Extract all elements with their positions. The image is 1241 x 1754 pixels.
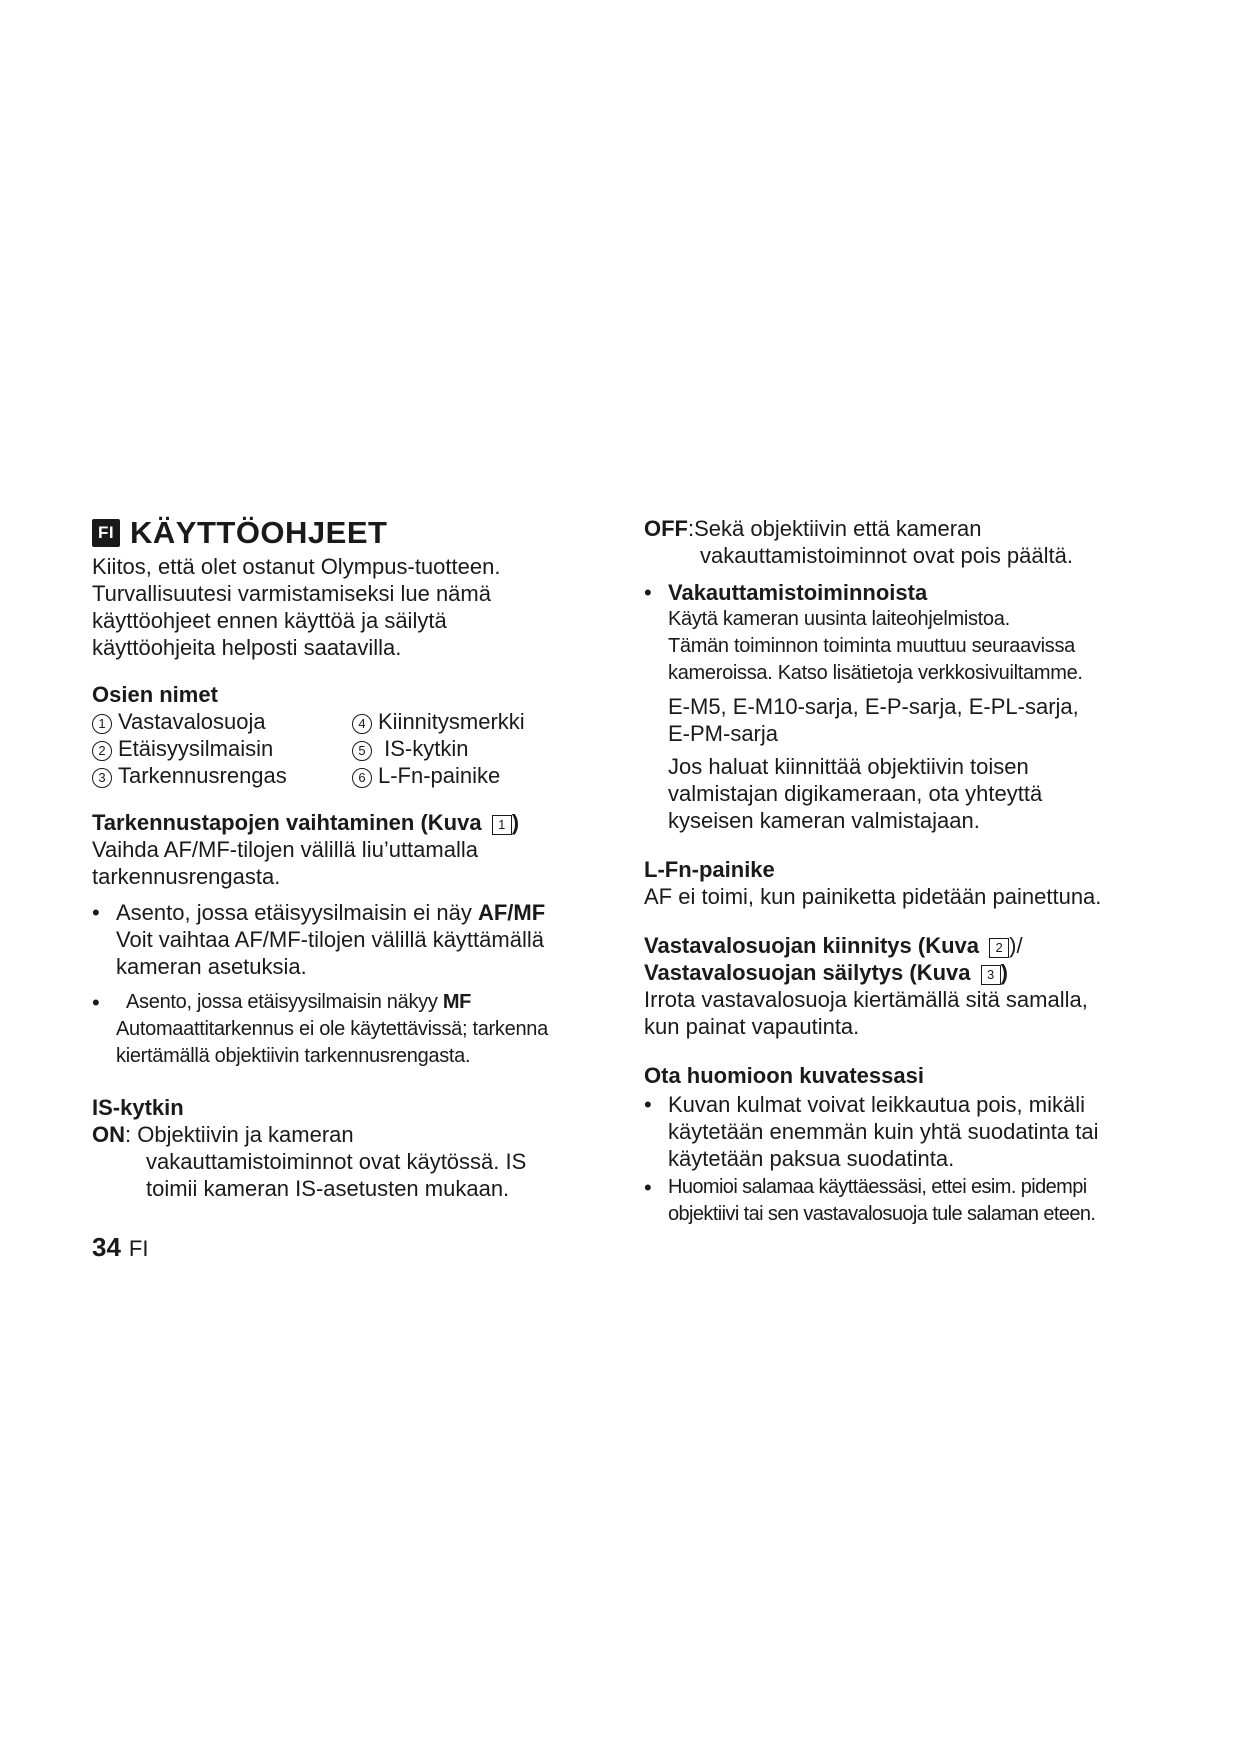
bullet-body-line: Automaattitarkennus ei ole käytettävissä; tarkenna — [116, 1018, 548, 1040]
bullet-dot: • — [644, 1092, 652, 1117]
hood-heading-end: )/ — [1009, 933, 1023, 958]
is-heading: IS-kytkin — [92, 1095, 184, 1120]
left-column — [92, 515, 612, 1202]
page-title — [92, 515, 612, 551]
stabilization-heading: Vakauttamistoiminnoista — [668, 580, 928, 605]
page-footer — [92, 1232, 148, 1263]
bullet-dot: • — [644, 1175, 652, 1200]
hood-heading-2 — [644, 959, 1164, 986]
part-label: Vastavalosuoja — [118, 709, 266, 734]
figure-ref-box: 3 — [981, 965, 1001, 985]
focus-body-line: Vaihda AF/MF-tilojen välillä liu’uttamalla — [92, 837, 478, 862]
notes-bullet-1 — [644, 1091, 1164, 1172]
hood-heading-end: ) — [1000, 960, 1008, 985]
lfn-heading: L-Fn-painike — [644, 857, 775, 882]
is-off-label: OFF — [644, 516, 688, 541]
bullet-body-line: kiertämällä objektiivin tarkennusrengasta. — [116, 1045, 471, 1067]
bullet-text: Asento, jossa etäisyysilmaisin ei näy — [116, 900, 478, 925]
is-off-line — [644, 515, 1164, 542]
circled-number: 3 — [92, 768, 112, 788]
hood-heading-text: Vastavalosuojan säilytys (Kuva — [644, 960, 977, 985]
bullet-dot: • — [92, 900, 100, 925]
notes-line: objektiivi tai sen vastavalosuoja tule salaman eteen. — [668, 1203, 1096, 1225]
notes-heading: Ota huomioon kuvatessasi — [644, 1063, 924, 1088]
intro-line: käyttöohjeet ennen käyttöä ja säilytä — [92, 608, 447, 633]
part-label: Tarkennusrengas — [118, 763, 287, 788]
part-item — [352, 735, 592, 762]
is-on-label: ON — [92, 1122, 125, 1147]
intro-line: Turvallisuutesi varmistamiseksi lue nämä — [92, 581, 491, 606]
stabilization-line: kameroissa. Katso lisätietoja verkkosivuiltamme. — [668, 662, 1083, 684]
language-badge: FI — [92, 519, 120, 547]
circled-number: 5 — [352, 741, 372, 761]
hood-body-line: Irrota vastavalosuoja kiertämällä sitä samalla, — [644, 987, 1088, 1012]
notes-line: käytetään paksua suodatinta. — [668, 1146, 955, 1171]
intro-paragraph — [92, 553, 612, 661]
is-off-body: vakauttamistoiminnot ovat pois päältä. — [700, 543, 1073, 568]
focus-heading — [92, 809, 612, 836]
is-on-body-line: vakauttamistoiminnot ovat käytössä. IS — [146, 1149, 527, 1174]
part-label: L-Fn-painike — [378, 763, 501, 788]
focus-body-line: tarkennusrengasta. — [92, 864, 281, 889]
focus-bullet-2 — [92, 989, 612, 1070]
hood-body-line: kun painat vapautinta. — [644, 1014, 860, 1039]
stabilization-note-line: kyseisen kameran valmistajaan. — [668, 808, 980, 833]
part-label: Kiinnitysmerkki — [378, 709, 525, 734]
camera-model-line: E-M5, E-M10-sarja, E-P-sarja, E-PL-sarja, — [668, 694, 1079, 719]
title-text: KÄYTTÖOHJEET — [130, 515, 388, 550]
stabilization-bullet — [644, 579, 1164, 834]
is-off-text: :Sekä objektiivin että kameran — [688, 516, 982, 541]
focus-heading-end: ) — [511, 810, 520, 835]
focus-section — [92, 809, 612, 1070]
parts-section — [92, 681, 612, 789]
part-label: Etäisyysilmaisin — [118, 736, 274, 761]
page-number: 34 — [92, 1232, 121, 1262]
lfn-body: AF ei toimi, kun painiketta pidetään painettuna. — [644, 884, 1102, 909]
bullet-dot: • — [92, 990, 100, 1015]
is-on-text: : Objektiivin ja kameran — [125, 1122, 354, 1147]
part-item — [92, 708, 352, 735]
focus-bullet-1 — [92, 899, 612, 980]
part-item — [92, 735, 352, 762]
circled-number: 1 — [92, 714, 112, 734]
part-label: IS-kytkin — [378, 736, 469, 761]
part-item — [92, 762, 352, 789]
bullet-title — [116, 899, 545, 926]
lfn-section — [644, 856, 1164, 910]
hood-heading-1 — [644, 932, 1164, 959]
stabilization-note-line: Jos haluat kiinnittää objektiivin toisen — [668, 754, 1029, 779]
notes-bullet-2 — [644, 1174, 1164, 1228]
is-on-line — [92, 1121, 612, 1148]
focus-heading-text: Tarkennustapojen vaihtaminen (Kuva — [92, 810, 488, 835]
circled-number: 4 — [352, 714, 372, 734]
bullet-body-line: Voit vaihtaa AF/MF-tilojen välillä käyttämällä — [116, 927, 544, 952]
intro-line: Kiitos, että olet ostanut Olympus-tuotteen. — [92, 554, 501, 579]
is-switch-section — [92, 1094, 612, 1202]
hood-section — [644, 932, 1164, 1040]
circled-number: 2 — [92, 741, 112, 761]
notes-line: Huomioi salamaa käyttäessäsi, ettei esim. pidempi — [668, 1176, 1087, 1198]
hood-heading-text: Vastavalosuojan kiinnitys (Kuva — [644, 933, 986, 958]
bullet-text: Asento, jossa etäisyysilmaisin näkyy — [126, 991, 443, 1013]
notes-section — [644, 1062, 1164, 1228]
page-language: FI — [128, 1236, 149, 1261]
bullet-dot: • — [644, 580, 652, 605]
figure-ref-box: 1 — [492, 815, 512, 835]
intro-line: käyttöohjeita helposti saatavilla. — [92, 635, 402, 660]
bullet-bold: MF — [442, 991, 472, 1013]
figure-ref-box: 2 — [989, 938, 1009, 958]
part-item — [352, 708, 592, 735]
right-column — [644, 515, 1164, 1228]
stabilization-line: Tämän toiminnon toiminta muuttuu seuraavissa — [668, 635, 1076, 657]
bullet-body-line: kameran asetuksia. — [116, 954, 307, 979]
parts-list — [92, 708, 612, 789]
is-on-body-line: toimii kameran IS-asetusten mukaan. — [146, 1176, 510, 1201]
camera-model-line: E-PM-sarja — [668, 721, 779, 746]
bullet-title — [116, 989, 548, 1016]
notes-line: Kuvan kulmat voivat leikkautua pois, mikäli — [668, 1092, 1085, 1117]
part-item — [352, 762, 592, 789]
bullet-bold: AF/MF — [477, 900, 546, 925]
circled-number: 6 — [352, 768, 372, 788]
notes-line: käytetään enemmän kuin yhtä suodatinta tai — [668, 1119, 1099, 1144]
stabilization-note-line: valmistajan digikameraan, ota yhteyttä — [668, 781, 1043, 806]
parts-heading: Osien nimet — [92, 682, 218, 707]
stabilization-line: Käytä kameran uusinta laiteohjelmistoa. — [668, 608, 1010, 630]
